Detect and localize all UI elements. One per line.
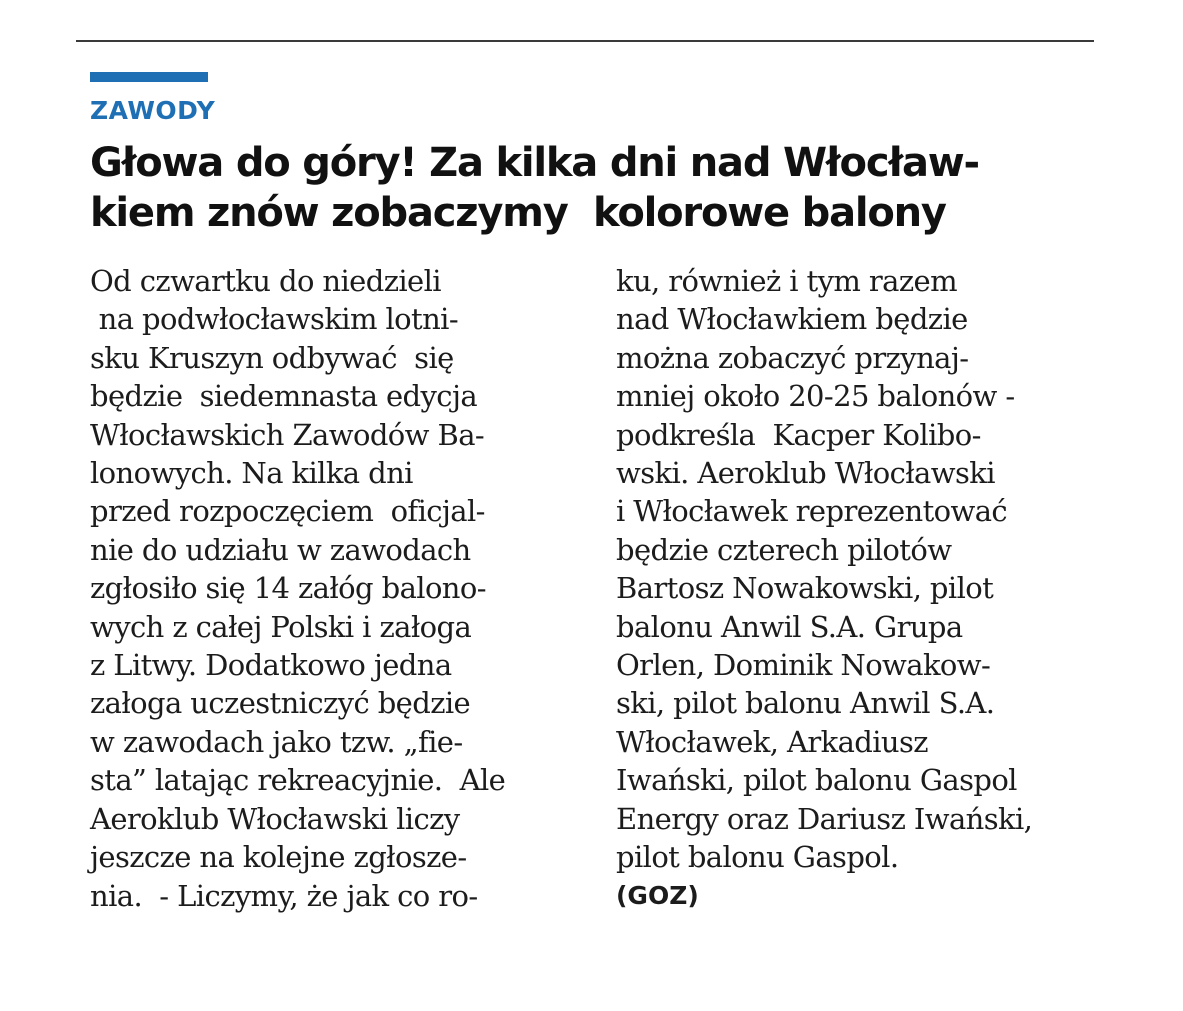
- body-line: balonu Anwil S.A. Grupa: [616, 609, 963, 644]
- body-line: załoga uczestniczyć będzie: [90, 686, 471, 721]
- headline: [90, 138, 1090, 238]
- top-rule: [76, 40, 1094, 42]
- body-line: przed rozpoczęciem oficjal-: [90, 494, 485, 529]
- body-line: na podwłocławskim lotni-: [90, 302, 459, 337]
- body-line: wski. Aeroklub Włocławski: [616, 456, 995, 491]
- body-line: ku, również i tym razem: [616, 264, 957, 298]
- body-line: zgłosiło się 14 załóg balono-: [90, 571, 486, 606]
- body-line: będzie czterech pilotów: [616, 532, 952, 567]
- body-line: sta” latając rekreacyjnie. Ale: [90, 763, 506, 798]
- body-line: z Litwy. Dodatkowo jedna: [90, 648, 452, 683]
- body-line: w zawodach jako tzw. „fie-: [90, 724, 463, 759]
- section-accent-bar: [90, 72, 208, 82]
- article-column-right: [616, 262, 1096, 915]
- body-line: Energy oraz Dariusz Iwański,: [616, 801, 1033, 836]
- byline: (GOZ): [616, 880, 699, 910]
- body-line: Iwański, pilot balonu Gaspol: [616, 763, 1017, 798]
- body-line: Włocławek, Arkadiusz: [616, 724, 928, 759]
- body-line: nad Włocławkiem będzie: [616, 302, 968, 337]
- body-line: wych z całej Polski i załoga: [90, 609, 472, 644]
- body-line: nia. - Liczymy, że jak co ro-: [90, 878, 478, 913]
- body-line: Orlen, Dominik Nowakow-: [616, 648, 991, 683]
- body-line: Bartosz Nowakowski, pilot: [616, 571, 994, 606]
- headline-line: Głowa do góry! Za kilka dni nad Włocław-: [90, 140, 979, 186]
- body-line: i Włocławek reprezentować: [616, 494, 1008, 529]
- body-line: nie do udziału w zawodach: [90, 532, 471, 567]
- headline-line: kiem znów zobaczymy kolorowe balony: [90, 190, 946, 236]
- body-line: będzie siedemnasta edycja: [90, 379, 478, 414]
- body-line: Aeroklub Włocławski liczy: [90, 801, 460, 836]
- section-label: ZAWODY: [90, 96, 216, 125]
- article-column-left: [90, 262, 570, 915]
- body-line: podkreśla Kacper Kolibo-: [616, 417, 981, 452]
- body-line: można zobaczyć przynaj-: [616, 340, 969, 375]
- body-line: jeszcze na kolejne zgłosze-: [90, 840, 467, 875]
- body-line: sku Kruszyn odbywać się: [90, 340, 454, 375]
- body-line: mniej około 20-25 balonów -: [616, 379, 1015, 414]
- body-line: lonowych. Na kilka dni: [90, 456, 413, 491]
- body-line: pilot balonu Gaspol.: [616, 840, 899, 875]
- body-line: Od czwartku do niedzieli: [90, 264, 441, 298]
- body-line: Włocławskich Zawodów Ba-: [90, 417, 485, 452]
- body-line: ski, pilot balonu Anwil S.A.: [616, 686, 995, 721]
